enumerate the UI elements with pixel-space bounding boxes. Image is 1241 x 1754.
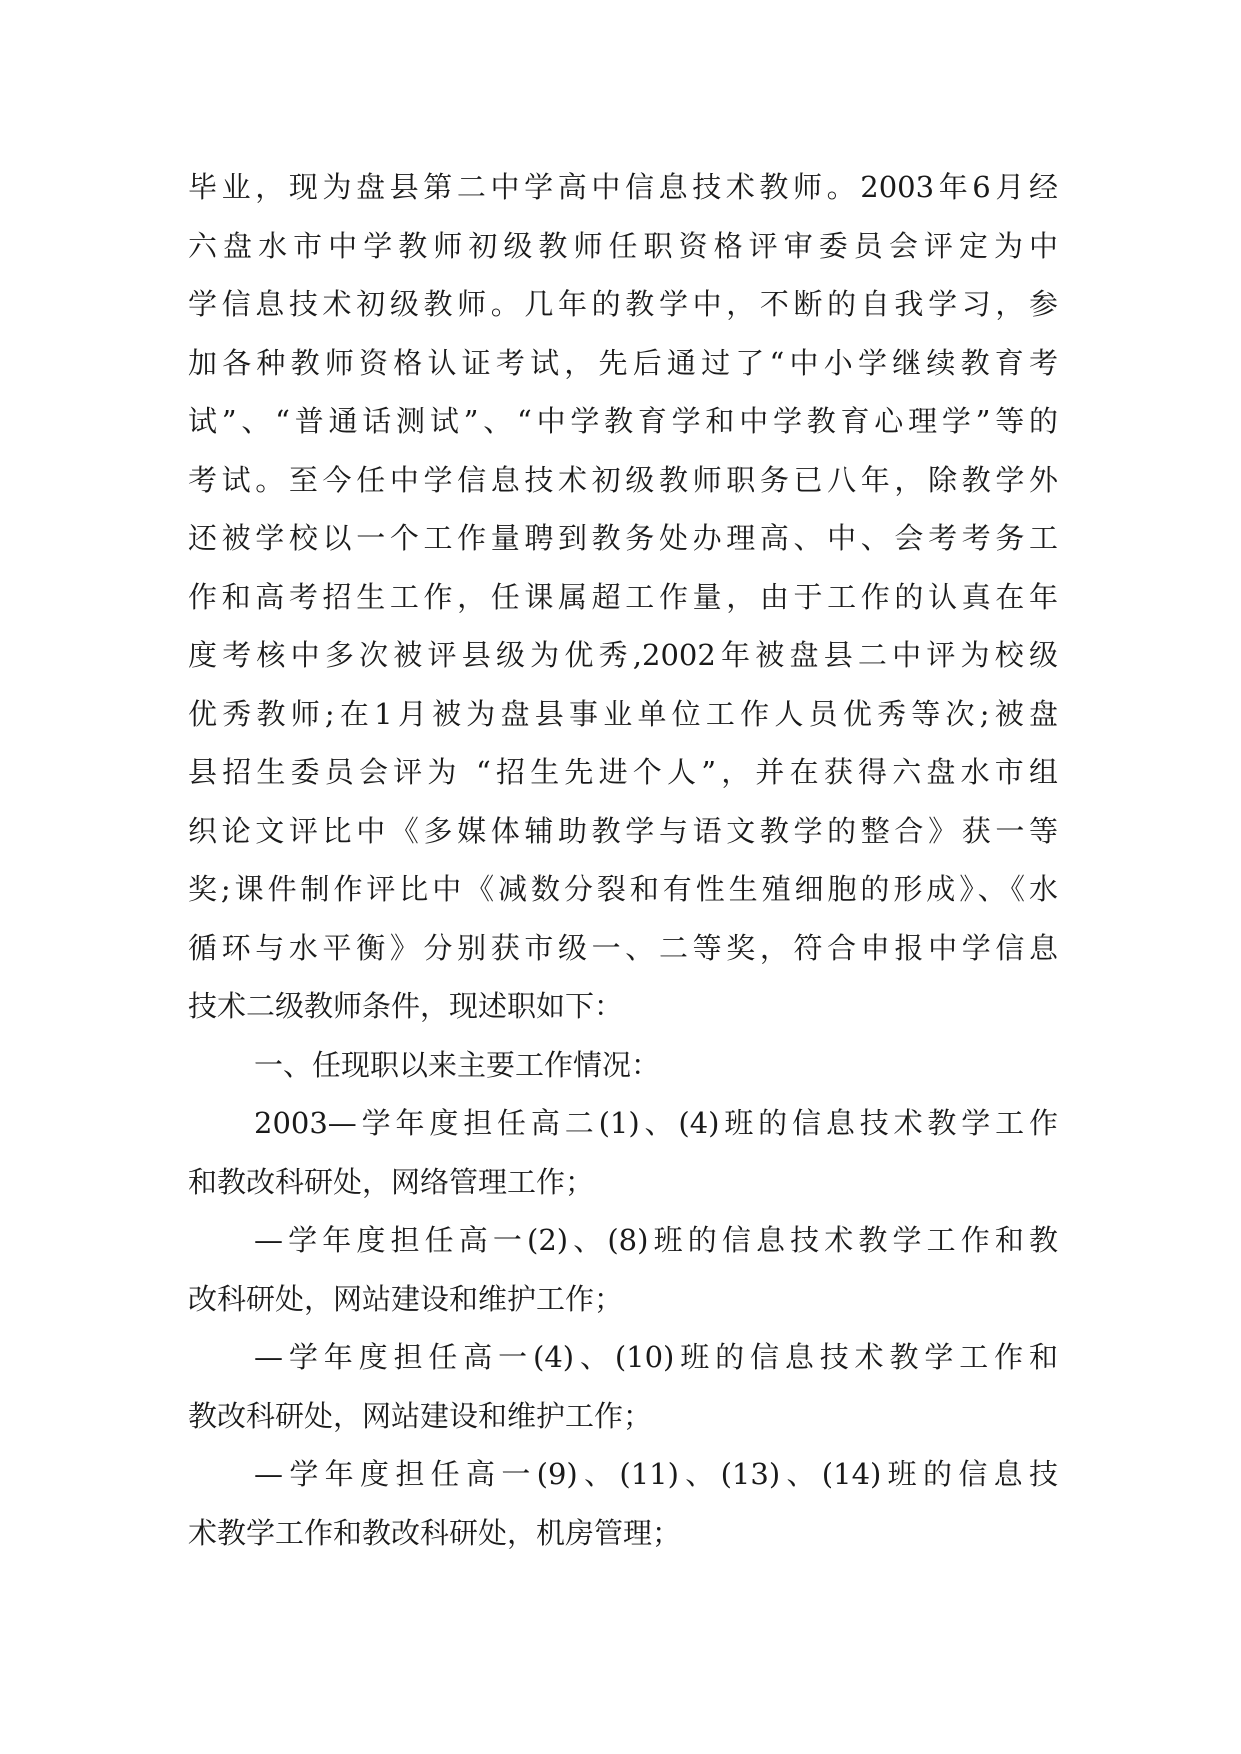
- text-line-21: —学年度担任高一(4)、(10)班的信息技术教学工作和: [254, 1340, 1058, 1374]
- text-line-2: 六盘水市中学教师初级教师任职资格评审委员会评定为中: [188, 228, 1058, 263]
- text-line-5: 试”、“普通话测试”、“中学教育学和中学教育心理学”等的: [188, 404, 1058, 438]
- text-line-17: 2003—学年度担任高二(1)、(4)班的信息技术教学工作: [254, 1106, 1058, 1140]
- text-line-6: 考试。至今任中学信息技术初级教师职务已八年，除教学外: [188, 462, 1058, 497]
- text-line-11: 县招生委员会评为 “招生先进个人”，并在获得六盘水市组: [188, 755, 1058, 789]
- text-line-22: 教改科研处，网站建设和维护工作；: [188, 1398, 653, 1433]
- text-line-14: 循环与水平衡》分别获市级一、二等奖，符合申报中学信息: [188, 930, 1058, 965]
- body-text: [188, 158, 1058, 1562]
- text-line-3: 学信息技术初级教师。几年的教学中，不断的自我学习，参: [188, 287, 1058, 321]
- text-line-19: —学年度担任高一(2)、(8)班的信息技术教学工作和教: [254, 1223, 1058, 1257]
- section-heading-1: 一、任现职以来主要工作情况：: [254, 1047, 661, 1082]
- text-line-10: 优秀教师;在1月被为盘县事业单位工作人员优秀等次;被盘: [188, 696, 1058, 731]
- text-line-4: 加各种教师资格认证考试，先后通过了“中小学继续教育考: [188, 345, 1058, 380]
- text-line-7: 还被学校以一个工作量聘到教务处办理高、中、会考考务工: [188, 521, 1058, 555]
- text-line-18: 和教改科研处，网络管理工作；: [188, 1164, 595, 1199]
- text-line-20: 改科研处，网站建设和维护工作；: [188, 1281, 624, 1316]
- text-line-8: 作和高考招生工作，任课属超工作量，由于工作的认真在年: [188, 579, 1058, 614]
- text-line-9: 度考核中多次被评县级为优秀,2002年被盘县二中评为校级: [188, 638, 1058, 672]
- text-line-23: —学年度担任高一(9)、(11)、(13)、(14)班的信息技: [254, 1457, 1058, 1491]
- text-line-15: 技术二级教师条件，现述职如下：: [188, 989, 624, 1023]
- text-line-13: 奖;课件制作评比中《减数分裂和有性生殖细胞的形成》、《水: [188, 872, 1058, 906]
- text-line-24: 术教学工作和教改科研处，机房管理；: [188, 1515, 682, 1550]
- text-line-12: 织论文评比中《多媒体辅助教学与语文教学的整合》获一等: [188, 813, 1058, 848]
- text-line-1: 毕业，现为盘县第二中学高中信息技术教师。2003年6月经: [188, 170, 1058, 204]
